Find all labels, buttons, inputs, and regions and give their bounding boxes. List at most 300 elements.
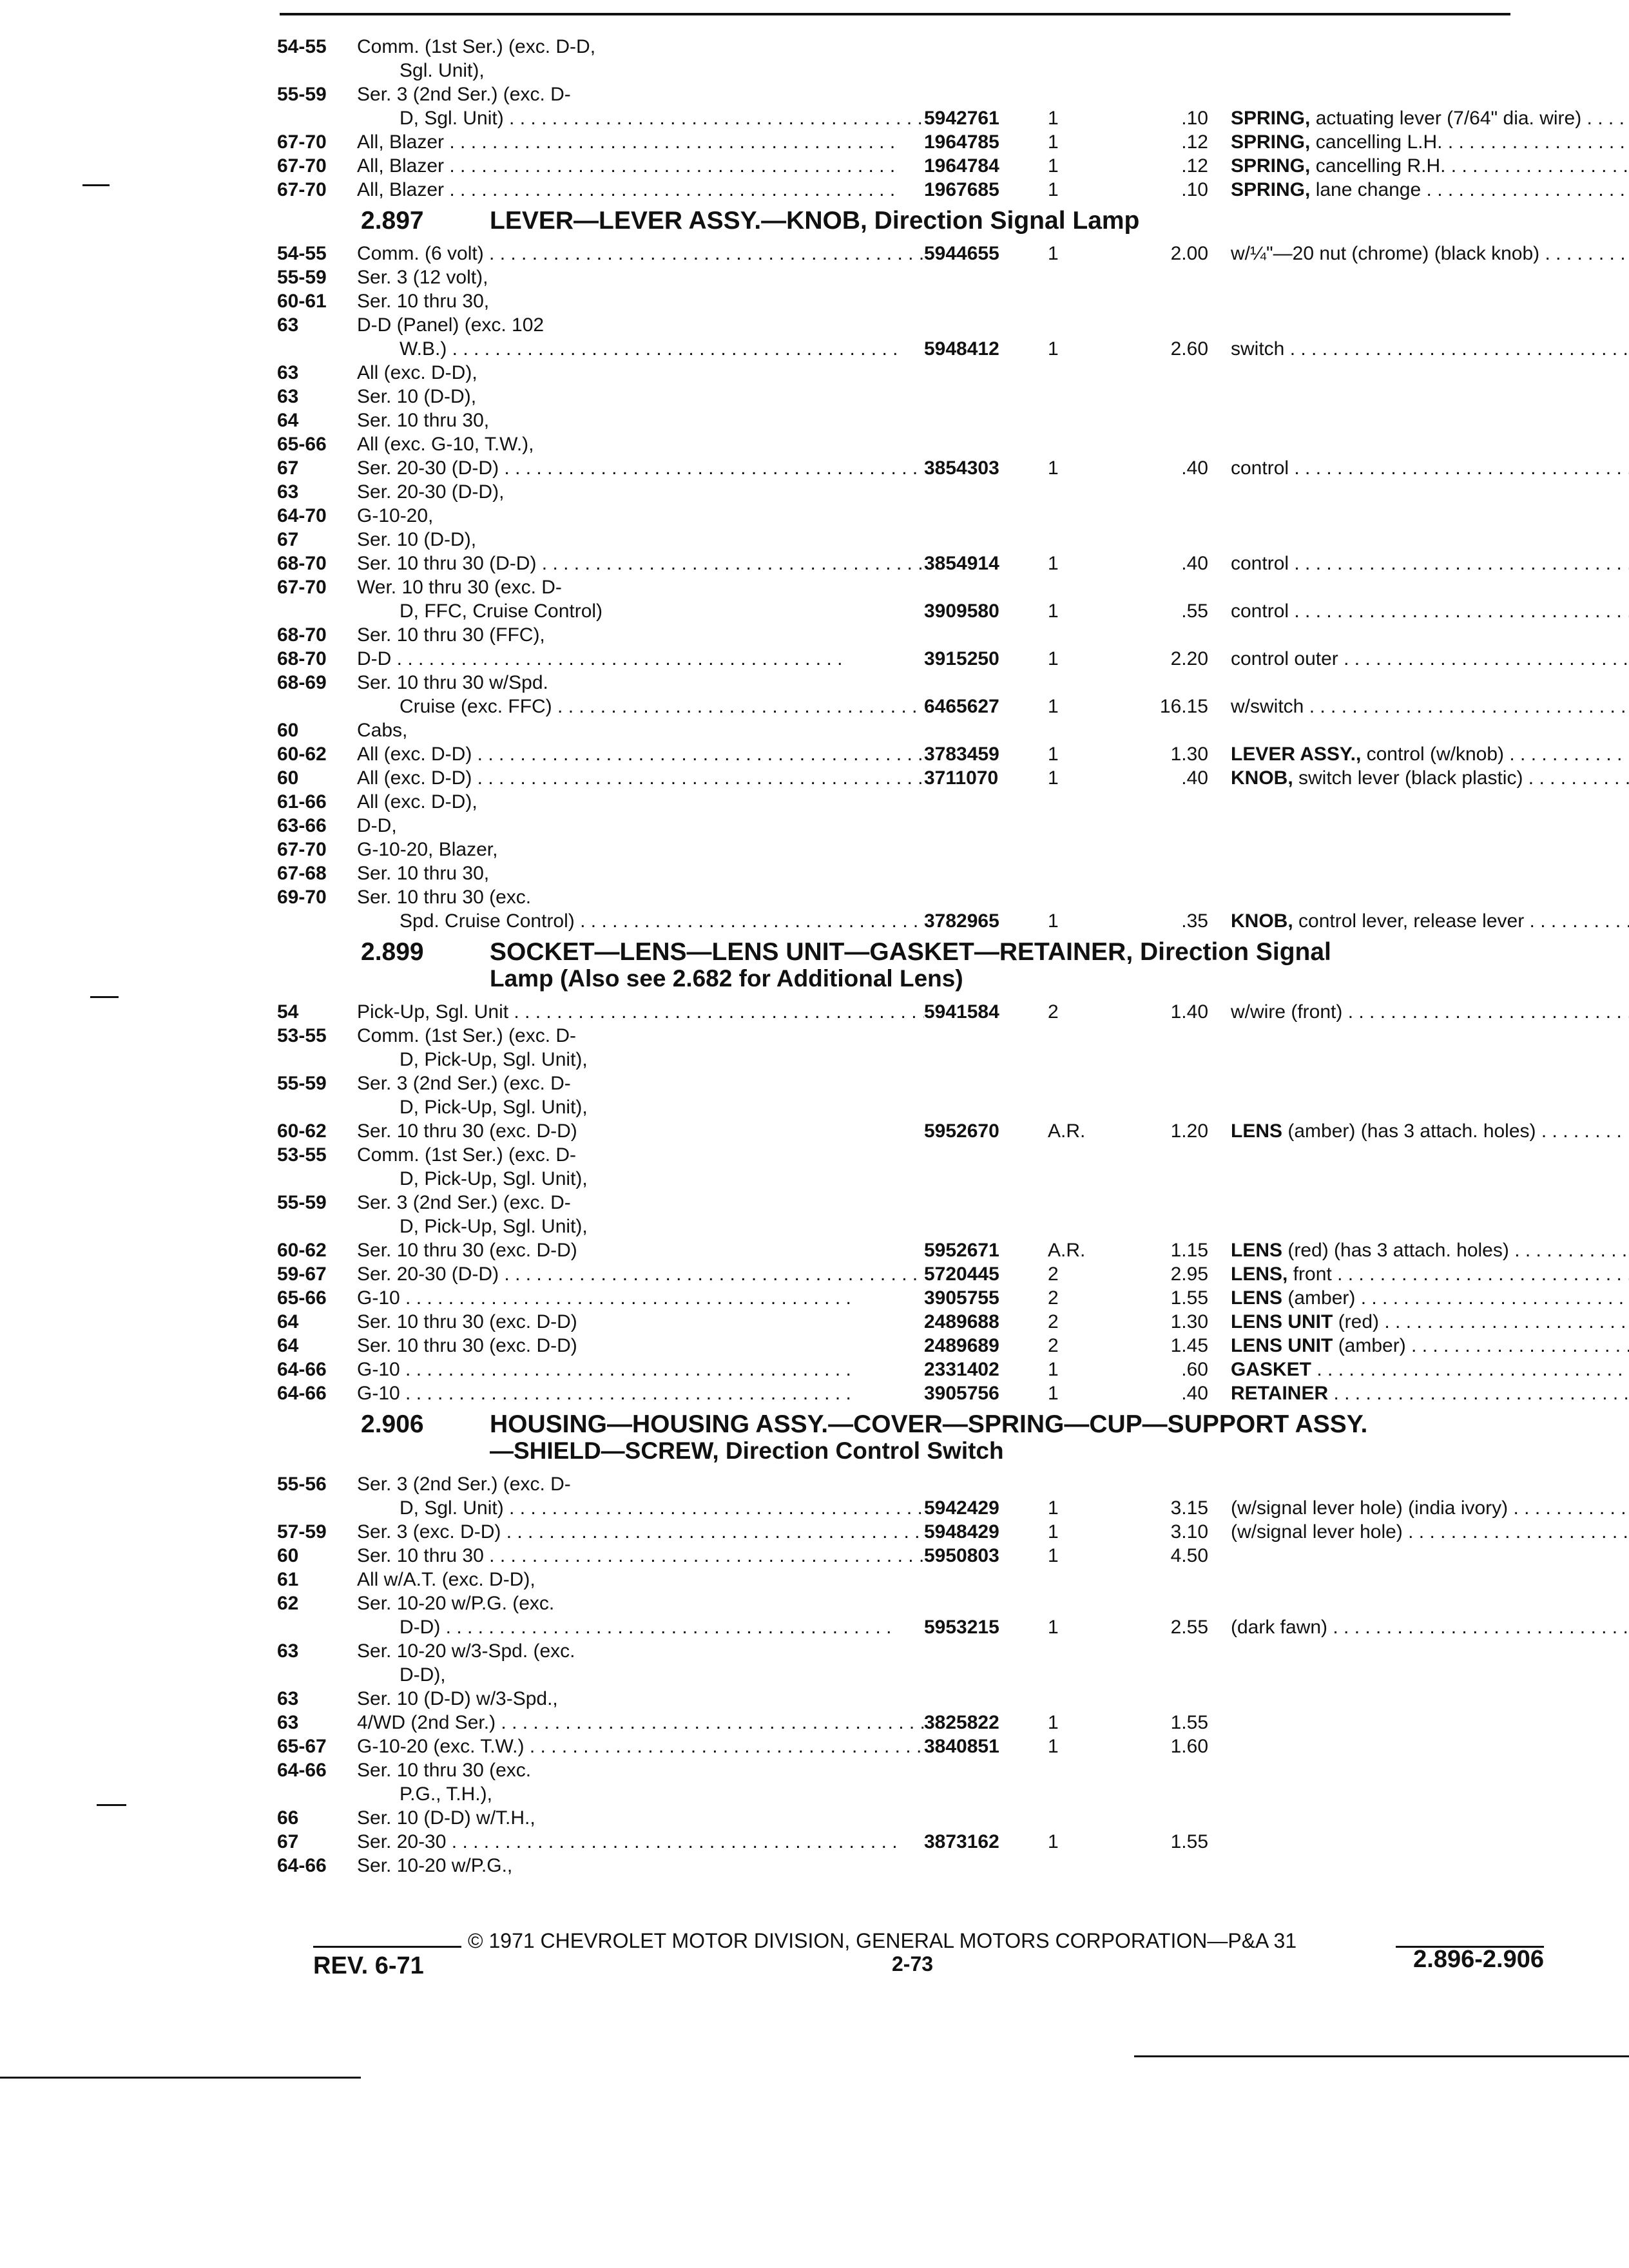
leader-dots <box>1342 1001 1629 1023</box>
model-years: 64-66 <box>277 1855 327 1876</box>
model-years: 61-66 <box>277 791 327 812</box>
item-description <box>1231 1000 1629 1024</box>
catalog-row <box>277 1544 1547 1568</box>
part-number: 2331402 <box>924 1359 999 1380</box>
leader-dots <box>1442 131 1629 153</box>
catalog-row <box>277 1072 1547 1095</box>
catalog-row <box>277 909 1547 933</box>
catalog-row <box>277 1711 1547 1735</box>
catalog-row <box>277 456 1547 480</box>
margin-mark-2 <box>90 996 119 998</box>
part-number: 5953215 <box>924 1617 999 1638</box>
model-years: 63 <box>277 314 299 336</box>
section-heading <box>277 208 1547 234</box>
catalog-row <box>277 1472 1547 1496</box>
price: 1.55 <box>1170 1831 1208 1852</box>
application-text: Ser. 20-30 . . . <box>357 1831 898 1852</box>
catalog-row <box>277 695 1547 718</box>
application-cell <box>357 1286 924 1310</box>
application-text: D-D (Panel) (exc. 102 <box>357 314 545 336</box>
application-text: Ser. 10 thru 30, <box>357 291 490 312</box>
catalog-row <box>277 337 1547 361</box>
catalog-row <box>277 671 1547 695</box>
quantity: 1 <box>1048 179 1059 200</box>
application-cell <box>357 1520 924 1544</box>
item-name: KNOB, <box>1231 767 1293 789</box>
application-text: Ser. 10 thru 30 (exc. D-D) <box>357 1335 577 1356</box>
item-detail: front <box>1293 1264 1332 1285</box>
catalog-row <box>277 1286 1547 1310</box>
model-years: 55-59 <box>277 1192 327 1213</box>
model-years: 67 <box>277 1831 299 1852</box>
price: .40 <box>1181 767 1208 789</box>
application-cell <box>357 313 924 337</box>
section-spacer <box>277 234 1547 242</box>
catalog-row <box>277 59 1547 82</box>
application-cell <box>357 1119 924 1143</box>
catalog-row <box>277 1615 1547 1639</box>
item-description <box>1231 242 1629 265</box>
item-detail: switch lever (black plastic) <box>1298 767 1523 789</box>
catalog-row <box>277 1334 1547 1358</box>
application-cell <box>400 59 924 82</box>
application-cell <box>357 130 924 154</box>
application-text: Ser. 10 thru 30 w/Spd. <box>357 672 548 693</box>
application-text: Pick-Up, Sgl. Unit . . . <box>357 1001 924 1023</box>
catalog-row <box>277 361 1547 385</box>
model-years: 54-55 <box>277 243 327 264</box>
application-cell <box>357 1310 924 1334</box>
catalog-row <box>277 1024 1547 1048</box>
application-cell <box>400 909 924 933</box>
model-years: 68-70 <box>277 553 327 574</box>
application-cell <box>357 1358 924 1381</box>
application-cell <box>357 1687 924 1711</box>
model-years: 55-59 <box>277 1073 327 1094</box>
part-number: 3840851 <box>924 1736 999 1757</box>
application-text: D, FFC, Cruise Control) <box>400 601 603 622</box>
part-number: 2489689 <box>924 1335 999 1356</box>
model-years: 55-59 <box>277 84 327 105</box>
application-cell <box>400 1496 924 1520</box>
item-detail: (red) <box>1338 1311 1380 1332</box>
application-text: Ser. 10 thru 30 (exc. D-D) <box>357 1311 577 1332</box>
application-cell <box>357 766 924 790</box>
part-number: 1964785 <box>924 131 999 153</box>
section-title: HOUSING—HOUSING ASSY.—COVER—SPRING—CUP—SUPPORT ASSY. <box>490 1410 1368 1438</box>
application-cell <box>357 82 924 106</box>
application-cell <box>357 1191 924 1215</box>
quantity: 2 <box>1048 1311 1059 1332</box>
leader-dots <box>1289 601 1629 622</box>
item-detail: control lever, release lever <box>1298 910 1525 932</box>
part-number: 3783459 <box>924 744 999 765</box>
item-description <box>1231 178 1629 202</box>
application-cell <box>400 1048 924 1072</box>
part-number: 5720445 <box>924 1264 999 1285</box>
application-cell <box>357 647 924 671</box>
quantity: 1 <box>1048 910 1059 932</box>
item-detail: w/¼"—20 nut (chrome) (black knob) <box>1231 243 1540 264</box>
application-cell <box>400 1095 924 1119</box>
leader-dots <box>1333 1383 1629 1404</box>
application-cell <box>357 242 924 265</box>
model-years: 66 <box>277 1807 299 1829</box>
part-number: 3825822 <box>924 1712 999 1733</box>
catalog-row <box>277 766 1547 790</box>
quantity: 1 <box>1048 601 1059 622</box>
part-number: 6465627 <box>924 696 999 717</box>
model-years: 53-55 <box>277 1025 327 1046</box>
leader-dots <box>1523 767 1629 789</box>
item-description <box>1231 1334 1629 1358</box>
model-years: 63 <box>277 1688 299 1709</box>
section-number: 2.897 <box>361 207 424 235</box>
leader-dots <box>1536 1120 1629 1142</box>
leader-dots <box>1332 1264 1629 1285</box>
quantity: 1 <box>1048 744 1059 765</box>
catalog-row <box>277 1496 1547 1520</box>
quantity: 1 <box>1048 1736 1059 1757</box>
leader-dots <box>1355 1287 1629 1309</box>
quantity: 1 <box>1048 1617 1059 1638</box>
model-years: 64-66 <box>277 1383 327 1404</box>
item-description <box>1231 909 1629 933</box>
quantity: 1 <box>1048 1521 1059 1542</box>
item-description <box>1231 552 1629 575</box>
leader-dots <box>1421 179 1629 200</box>
quantity: 1 <box>1048 553 1059 574</box>
price: .10 <box>1181 108 1208 129</box>
application-text: Ser. 10 thru 30 (D-D) . . . <box>357 553 924 574</box>
application-cell <box>400 1663 924 1687</box>
application-text: Ser. 10 (D-D) w/3-Spd., <box>357 1688 558 1709</box>
application-text: Ser. 3 (exc. D-D) . . . <box>357 1521 924 1542</box>
application-cell <box>400 1782 924 1806</box>
part-number: 5941584 <box>924 1001 999 1023</box>
page-number: 2-73 <box>892 1952 934 1975</box>
application-text: Ser. 3 (2nd Ser.) (exc. D- <box>357 84 571 105</box>
leader-dots <box>1504 744 1629 765</box>
model-years: 63 <box>277 362 299 383</box>
application-cell <box>357 265 924 289</box>
item-name: GASKET <box>1231 1359 1312 1380</box>
catalog-row <box>277 623 1547 647</box>
catalog-row <box>277 265 1547 289</box>
item-description <box>1231 1358 1629 1381</box>
application-text: Ser. 10 thru 30, <box>357 863 490 884</box>
part-number: 3905756 <box>924 1383 999 1404</box>
price: 1.30 <box>1170 744 1208 765</box>
model-years: 68-69 <box>277 672 327 693</box>
application-text: G-10-20, <box>357 505 434 526</box>
model-years: 53-55 <box>277 1144 327 1166</box>
section-title-continued <box>277 965 1547 992</box>
price: 2.55 <box>1170 1617 1208 1638</box>
section-title-line: —SHIELD—SCREW, Direction Control Switch <box>490 1437 1004 1464</box>
price: .40 <box>1181 553 1208 574</box>
application-text: D, Sgl. Unit) . . . <box>400 1497 924 1519</box>
application-cell <box>357 1639 924 1663</box>
quantity: 1 <box>1048 155 1059 177</box>
item-description <box>1231 1381 1629 1405</box>
parts-catalog-page <box>277 35 1582 1878</box>
catalog-row <box>277 1167 1547 1191</box>
model-years: 54 <box>277 1001 299 1023</box>
catalog-row <box>277 432 1547 456</box>
price: 1.45 <box>1170 1335 1208 1356</box>
price: 2.95 <box>1170 1264 1208 1285</box>
leader-dots <box>1304 696 1629 717</box>
application-text: G-10-20, Blazer, <box>357 839 498 860</box>
price: 1.55 <box>1170 1712 1208 1733</box>
model-years: 67 <box>277 529 299 550</box>
application-text: Ser. 20-30 (D-D) . . . <box>357 1264 924 1285</box>
top-rule <box>280 13 1510 15</box>
catalog-row <box>277 1591 1547 1615</box>
leader-dots <box>1284 338 1629 360</box>
application-text: Ser. 20-30 (D-D) . . . <box>357 457 924 479</box>
application-cell <box>400 106 924 130</box>
item-detail: (w/signal lever hole) <box>1231 1521 1403 1542</box>
price: .55 <box>1181 601 1208 622</box>
catalog-row <box>277 1358 1547 1381</box>
item-detail: (w/signal lever hole) (india ivory) <box>1231 1497 1509 1519</box>
application-cell <box>357 1830 924 1854</box>
item-detail: (amber) <box>1338 1335 1406 1356</box>
item-detail: control <box>1231 601 1289 622</box>
price: 2.20 <box>1170 648 1208 669</box>
price: 16.15 <box>1159 696 1208 717</box>
price: 1.15 <box>1170 1240 1208 1261</box>
part-number: 5950803 <box>924 1545 999 1566</box>
price: .12 <box>1181 131 1208 153</box>
application-cell <box>357 361 924 385</box>
item-name: KNOB, <box>1231 910 1293 932</box>
model-years: 67 <box>277 457 299 479</box>
quantity: 2 <box>1048 1287 1059 1309</box>
price: 1.55 <box>1170 1287 1208 1309</box>
application-cell <box>357 1544 924 1568</box>
application-text: D-D, <box>357 815 397 836</box>
application-cell <box>357 1854 924 1878</box>
part-number: 3711070 <box>924 767 999 789</box>
item-detail: control outer <box>1231 648 1338 669</box>
application-text: Ser. 10 thru 30 (exc. D-D) <box>357 1120 577 1142</box>
catalog-row <box>277 408 1547 432</box>
application-text: Cabs, <box>357 720 408 741</box>
section-title: LEVER—LEVER ASSY.—KNOB, Direction Signal Lamp <box>490 207 1140 235</box>
part-number: 3873162 <box>924 1831 999 1852</box>
application-cell <box>357 1591 924 1615</box>
quantity: 1 <box>1048 457 1059 479</box>
application-text: Ser. 3 (2nd Ser.) (exc. D- <box>357 1474 571 1495</box>
catalog-row <box>277 1048 1547 1072</box>
leader-dots <box>1316 1359 1629 1380</box>
application-text: D, Sgl. Unit) . . . <box>400 108 924 129</box>
application-cell <box>357 456 924 480</box>
model-years: 61 <box>277 1569 299 1590</box>
application-cell <box>357 861 924 885</box>
leader-dots <box>1289 553 1629 574</box>
part-number: 5942429 <box>924 1497 999 1519</box>
catalog-row <box>277 1663 1547 1687</box>
item-description <box>1231 1262 1629 1286</box>
application-cell <box>357 432 924 456</box>
application-cell <box>357 623 924 647</box>
part-number: 3905755 <box>924 1287 999 1309</box>
application-cell <box>357 1806 924 1830</box>
price: 2.00 <box>1170 243 1208 264</box>
quantity: 2 <box>1048 1335 1059 1356</box>
price: .60 <box>1181 1359 1208 1380</box>
quantity: 1 <box>1048 131 1059 153</box>
application-cell <box>357 575 924 599</box>
quantity: 1 <box>1048 108 1059 129</box>
part-number: 5952671 <box>924 1240 999 1261</box>
item-detail: control (w/knob) <box>1366 744 1505 765</box>
application-text: Comm. (1st Ser.) (exc. D- <box>357 1025 577 1046</box>
item-detail: control <box>1231 457 1289 479</box>
item-description <box>1231 337 1629 361</box>
catalog-row <box>277 1639 1547 1663</box>
model-years: 59-67 <box>277 1264 327 1285</box>
item-detail: w/wire (front) <box>1231 1001 1343 1023</box>
model-years: 67-68 <box>277 863 327 884</box>
application-text: D-D), <box>400 1664 446 1686</box>
application-text: G-10-20 (exc. T.W.) . . . <box>357 1736 924 1757</box>
application-text: All (exc. D-D) . . . <box>357 767 923 789</box>
model-years: 60-62 <box>277 744 327 765</box>
catalog-row <box>277 35 1547 59</box>
application-cell <box>357 671 924 695</box>
application-cell <box>357 885 924 909</box>
application-cell <box>357 838 924 861</box>
model-years: 60-62 <box>277 1240 327 1261</box>
application-text: Ser. 10 thru 30 (exc. D-D) <box>357 1240 577 1261</box>
quantity: 2 <box>1048 1001 1059 1023</box>
price: 4.50 <box>1170 1545 1208 1566</box>
item-name: LEVER ASSY., <box>1231 744 1362 765</box>
application-text: D-D) . . . <box>400 1617 891 1638</box>
application-text: All (exc. G-10, T.W.), <box>357 434 534 455</box>
catalog-row <box>277 647 1547 671</box>
application-text: Ser. 3 (2nd Ser.) (exc. D- <box>357 1073 571 1094</box>
section-title-continued <box>277 1437 1547 1465</box>
section-title: SOCKET—LENS—LENS UNIT—GASKET—RETAINER, Direction Signal <box>490 938 1331 966</box>
leader-dots <box>1338 648 1629 669</box>
model-years: 64-66 <box>277 1359 327 1380</box>
catalog-row <box>277 106 1582 130</box>
leader-dots <box>1379 1311 1629 1332</box>
catalog-row <box>277 1000 1547 1024</box>
catalog-row <box>277 1119 1547 1143</box>
catalog-row <box>277 1310 1547 1334</box>
application-text: G-10 . . . <box>357 1359 851 1380</box>
item-detail: (dark fawn) <box>1231 1617 1328 1638</box>
model-years: 63 <box>277 386 299 407</box>
price: 3.10 <box>1170 1521 1208 1542</box>
application-text: Ser. 10 thru 30 (FFC), <box>357 624 545 646</box>
item-description <box>1231 766 1629 790</box>
section-heading <box>277 1412 1547 1437</box>
item-description <box>1231 1119 1629 1143</box>
model-years: 63 <box>277 1712 299 1733</box>
item-name: SPRING, <box>1231 108 1311 129</box>
catalog-row <box>277 1854 1547 1878</box>
application-cell <box>357 1072 924 1095</box>
item-name: SPRING, <box>1231 179 1311 200</box>
catalog-row <box>277 790 1547 814</box>
leader-dots <box>1508 1497 1629 1519</box>
item-description <box>1231 1310 1629 1334</box>
item-description <box>1231 154 1629 178</box>
application-cell <box>357 1262 924 1286</box>
application-text: Ser. 10 thru 30 (exc. <box>357 887 532 908</box>
catalog-row <box>277 1215 1547 1238</box>
price: 2.60 <box>1170 338 1208 360</box>
price: 3.15 <box>1170 1497 1208 1519</box>
model-years: 55-59 <box>277 267 327 288</box>
model-years: 60 <box>277 767 299 789</box>
application-text: Comm. (1st Ser.) (exc. D-D, <box>357 36 596 57</box>
application-cell <box>357 289 924 313</box>
part-number: 3854914 <box>924 553 999 574</box>
application-cell <box>357 1711 924 1735</box>
catalog-row <box>277 1830 1547 1854</box>
catalog-row <box>277 528 1547 552</box>
catalog-row <box>277 1520 1547 1544</box>
part-number: 1967685 <box>924 179 999 200</box>
part-number: 3915250 <box>924 648 999 669</box>
quantity: 1 <box>1048 1545 1059 1566</box>
leader-dots <box>1327 1617 1629 1638</box>
leader-dots <box>1581 108 1629 129</box>
model-years: 67-70 <box>277 179 327 200</box>
page-footer <box>313 1929 1544 1981</box>
catalog-row <box>277 1191 1547 1215</box>
item-name: LENS <box>1231 1240 1283 1261</box>
application-text: All, Blazer . . . <box>357 155 895 177</box>
application-cell <box>357 552 924 575</box>
margin-mark-3 <box>97 1804 126 1806</box>
price: .12 <box>1181 155 1208 177</box>
catalog-row <box>277 504 1547 528</box>
part-number: 3909580 <box>924 601 999 622</box>
application-text: Ser. 10 thru 30, <box>357 410 490 431</box>
catalog-row <box>277 861 1547 885</box>
application-text: Ser. 3 (2nd Ser.) (exc. D- <box>357 1192 571 1213</box>
catalog-row <box>277 1782 1547 1806</box>
catalog-row <box>277 1262 1547 1286</box>
item-name: RETAINER <box>1231 1383 1329 1404</box>
model-years: 60-62 <box>277 1120 327 1142</box>
copyright-notice: © 1971 CHEVROLET MOTOR DIVISION, GENERAL MOTORS CORPORATION—P&A 31 <box>468 1929 1297 1952</box>
catalog-row <box>277 838 1547 861</box>
quantity: 1 <box>1048 1831 1059 1852</box>
section-spacer <box>277 992 1547 1000</box>
application-text: D-D . . . <box>357 648 842 669</box>
application-text: All (exc. D-D) . . . <box>357 744 923 765</box>
quantity: 1 <box>1048 338 1059 360</box>
catalog-row <box>277 1735 1547 1758</box>
catalog-row <box>277 575 1547 599</box>
catalog-row <box>277 814 1547 838</box>
item-description <box>1231 1496 1629 1520</box>
application-cell <box>357 1000 924 1024</box>
leader-dots <box>1539 243 1629 264</box>
part-number: 5944655 <box>924 243 999 264</box>
